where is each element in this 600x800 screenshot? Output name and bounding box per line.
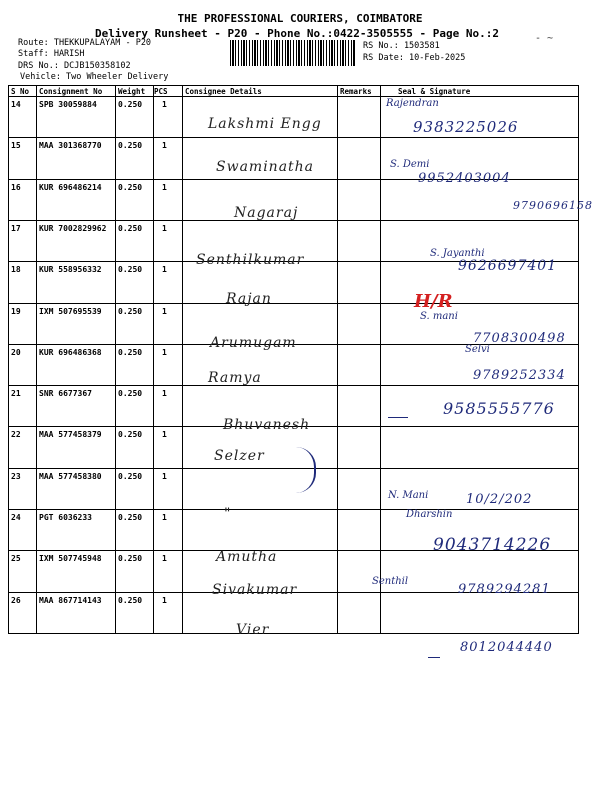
col-header-sno: S No	[11, 87, 30, 96]
row-consignee-name: Vier	[236, 621, 270, 638]
row-pcs: 1	[162, 100, 167, 109]
row-signature: N. Mani	[388, 489, 429, 501]
row-consignee-name: Nagaraj	[234, 204, 299, 221]
row-phone-handwritten: 9952403004	[418, 171, 511, 187]
row-consignee-name: Senthilkumar	[196, 251, 305, 268]
row-phone-handwritten: 9585555776	[443, 399, 555, 419]
row-sno: 19	[11, 306, 21, 316]
row-weight: 0.250	[118, 182, 143, 192]
row-weight: 0.250	[118, 141, 143, 151]
row-pcs: 1	[162, 265, 167, 275]
row-separator	[8, 509, 579, 510]
row-consignment-no: KUR 7002829962	[39, 223, 107, 233]
handwritten-stroke	[388, 417, 408, 420]
row-weight: 0.250	[118, 513, 143, 522]
row-consignment-no: KUR 558956332	[39, 265, 102, 275]
barcode-image	[230, 40, 355, 66]
row-sno: 17	[11, 223, 21, 233]
row-pcs: 1	[162, 389, 167, 399]
rs-number: RS No.: 1503581	[363, 41, 440, 51]
row-sno: 23	[11, 471, 21, 481]
vehicle-label: Vehicle: Two Wheeler Delivery	[20, 72, 169, 82]
row-consignee-name: Rajan	[226, 291, 272, 308]
row-signature: H/R	[414, 291, 453, 313]
row-separator	[8, 303, 579, 304]
row-pcs: 1	[162, 141, 167, 151]
row-sno: 20	[11, 347, 21, 357]
row-pcs: 1	[162, 347, 167, 357]
row-consignment-no: MAA 577458379	[39, 430, 102, 440]
handwritten-stroke	[296, 447, 316, 493]
row-pcs: 1	[162, 471, 167, 481]
row-signature: S. mani	[420, 310, 458, 322]
row-sno: 18	[11, 265, 21, 275]
row-consignee-name: Ramya	[208, 369, 262, 386]
row-consignee-name: Bhuvanesh	[223, 417, 311, 434]
route-label: Route: THEKKUPALAYAM - P20	[18, 38, 152, 48]
row-sno: 22	[11, 430, 21, 440]
runsheet-subtitle: Delivery Runsheet - P20 - Phone No.:0422-3505555 - Page No.:2	[95, 27, 499, 40]
row-signature: Senthil	[372, 576, 409, 588]
row-separator	[8, 468, 579, 469]
col-header-pcs: PCS	[154, 87, 168, 96]
row-consignment-no: PGT 6036233	[39, 513, 92, 522]
row-consignment-no: SNR 6677367	[39, 389, 92, 399]
row-sno: 15	[11, 141, 21, 151]
row-phone-handwritten: 7708300498	[473, 330, 566, 346]
row-sno: 21	[11, 389, 21, 399]
row-pcs: 1	[162, 595, 167, 605]
row-pcs: 1	[162, 223, 167, 233]
col-header-signature: Seal & Signature	[398, 87, 471, 96]
row-consignment-no: KUR 696486368	[39, 347, 102, 357]
company-title: THE PROFESSIONAL COURIERS, COIMBATORE	[177, 12, 423, 25]
row-weight: 0.250	[118, 100, 143, 109]
row-weight: 0.250	[118, 389, 143, 399]
col-header-remarks: Remarks	[340, 87, 372, 96]
runsheet-table	[8, 85, 593, 655]
row-consignment-no: MAA 301368770	[39, 141, 102, 151]
row-phone-handwritten: 10/2/202	[466, 491, 533, 507]
row-consignee-name: Amutha	[216, 549, 278, 565]
col-header-consignee: Consignee Details	[185, 87, 262, 96]
col-header-consignment: Consignment No	[39, 87, 103, 96]
row-signature: Selvi	[465, 343, 490, 355]
row-weight: 0.250	[118, 306, 143, 316]
row-sno: 14	[11, 100, 21, 109]
row-pcs: 1	[162, 554, 167, 564]
row-signature: Dharshin	[406, 509, 453, 520]
row-consignee-name: Swaminatha	[216, 159, 315, 176]
row-consignee-name: Lakshmi Engg	[208, 116, 322, 132]
row-phone-handwritten: 9790696158	[513, 198, 593, 212]
row-consignee-name: "	[224, 505, 232, 522]
row-phone-handwritten: 8012044440	[460, 639, 553, 655]
row-sno: 24	[11, 513, 21, 522]
row-phone-handwritten: 9789294281	[458, 582, 551, 598]
row-consignment-no: MAA 577458380	[39, 471, 102, 481]
row-sno: 26	[11, 595, 21, 605]
row-signature: S. Demi	[390, 159, 430, 171]
row-consignment-no: SPB 30059884	[39, 100, 97, 109]
row-weight: 0.250	[118, 595, 143, 605]
row-phone-handwritten: 9043714226	[433, 535, 552, 555]
row-phone-handwritten: 9383225026	[413, 118, 519, 136]
row-separator	[8, 385, 579, 386]
row-pcs: 1	[162, 306, 167, 316]
row-signature: Rajendran	[386, 98, 439, 109]
row-phone-handwritten: 9789252334	[473, 367, 566, 383]
corner-mark: - ~	[535, 33, 554, 44]
row-separator	[8, 633, 579, 634]
row-weight: 0.250	[118, 347, 143, 357]
row-pcs: 1	[162, 182, 167, 192]
row-consignee-name: Sivakumar	[212, 582, 298, 599]
row-separator	[8, 137, 579, 138]
row-weight: 0.250	[118, 223, 143, 233]
row-consignee-name: Arumugam	[210, 334, 297, 351]
staff-label: Staff: HARISH	[18, 49, 85, 59]
row-sno: 16	[11, 182, 21, 192]
row-weight: 0.250	[118, 554, 143, 564]
col-header-weight: Weight	[118, 87, 146, 96]
row-pcs: 1	[162, 513, 167, 522]
drs-number: DRS No.: DCJB150358102	[18, 61, 131, 71]
row-weight: 0.250	[118, 471, 143, 481]
row-weight: 0.250	[118, 430, 143, 440]
row-pcs: 1	[162, 430, 167, 440]
row-weight: 0.250	[118, 265, 143, 275]
row-phone-handwritten: 9626697401	[458, 257, 558, 274]
row-sno: 25	[11, 554, 21, 564]
row-signature: S. Jayanthi	[430, 247, 485, 259]
row-consignment-no: MAA 867714143	[39, 595, 102, 605]
handwritten-stroke	[428, 657, 440, 660]
row-consignment-no: IXM 507745948	[39, 554, 102, 564]
row-consignment-no: KUR 696486214	[39, 182, 102, 192]
row-consignee-name: Selzer	[214, 448, 265, 465]
row-consignment-no: IXM 507695539	[39, 306, 102, 316]
rs-date: RS Date: 10-Feb-2025	[363, 53, 466, 63]
